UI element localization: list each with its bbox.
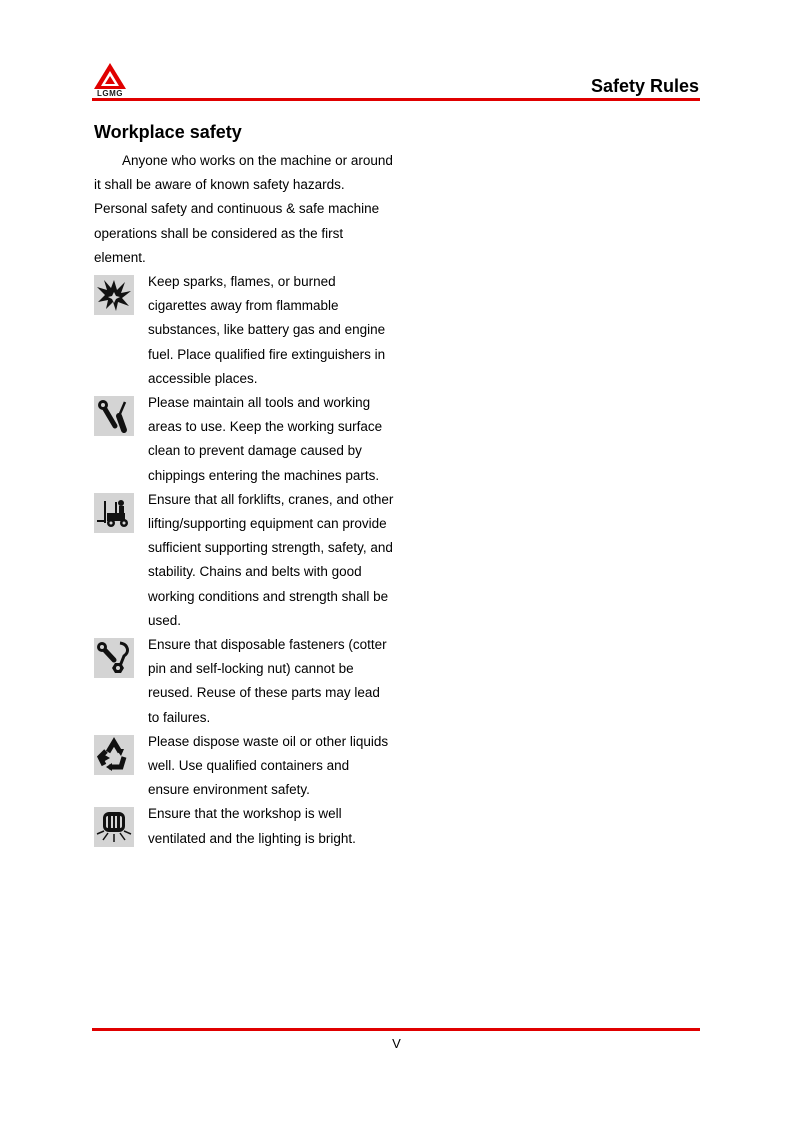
list-item — [94, 391, 394, 488]
section-title: Workplace safety — [94, 122, 242, 142]
ventilation-light-icon — [94, 807, 134, 847]
header-divider — [92, 98, 700, 101]
list-item — [94, 270, 394, 391]
intro-paragraph: Anyone who works on the machine or around it shall be aware of known safety hazards. Personal safety and continuous & safe machine operations shall be considered as the first element. — [94, 153, 393, 265]
page-number: V — [392, 1036, 401, 1051]
forklift-icon — [94, 493, 134, 533]
list-item-text: Ensure that the workshop is well ventilated and the lighting is bright. — [148, 806, 356, 846]
list-item-text: Keep sparks, flames, or burned cigarettes away from flammable substances, like battery gas and engine fuel. Place qualified fire extinguishers in accessible places. — [148, 274, 386, 386]
explosion-icon — [94, 275, 134, 315]
list-item-text: Please dispose waste oil or other liquids well. Use qualified containers and ensure environment safety. — [148, 733, 389, 798]
logo-text: LGMG — [97, 89, 123, 98]
list-item-text: Ensure that disposable fasteners (cotter pin and self-locking nut) cannot be reused. Reuse of these parts may lead to failures. — [148, 637, 387, 725]
tools-icon — [94, 396, 134, 436]
page-header-title: Safety Rules — [590, 76, 699, 96]
brand-logo — [92, 62, 128, 100]
list-item — [94, 730, 394, 803]
list-item-text: Please maintain all tools and working areas to use. Keep the working surface clean to prevent damage caused by chippings entering the machines parts. — [148, 395, 383, 483]
list-item — [94, 488, 394, 633]
safety-rules-list — [94, 270, 394, 851]
list-item — [94, 802, 394, 850]
logo-triangle-icon — [92, 62, 128, 90]
list-item-text: Ensure that all forklifts, cranes, and other lifting/supporting equipment can provide sufficient supporting strength, safety, and stability. Chains and belts with good working conditions and strength shall be used. — [148, 491, 394, 628]
recycle-icon — [94, 735, 134, 775]
footer-divider — [92, 1028, 700, 1031]
fasteners-icon — [94, 638, 134, 678]
list-item — [94, 633, 394, 730]
